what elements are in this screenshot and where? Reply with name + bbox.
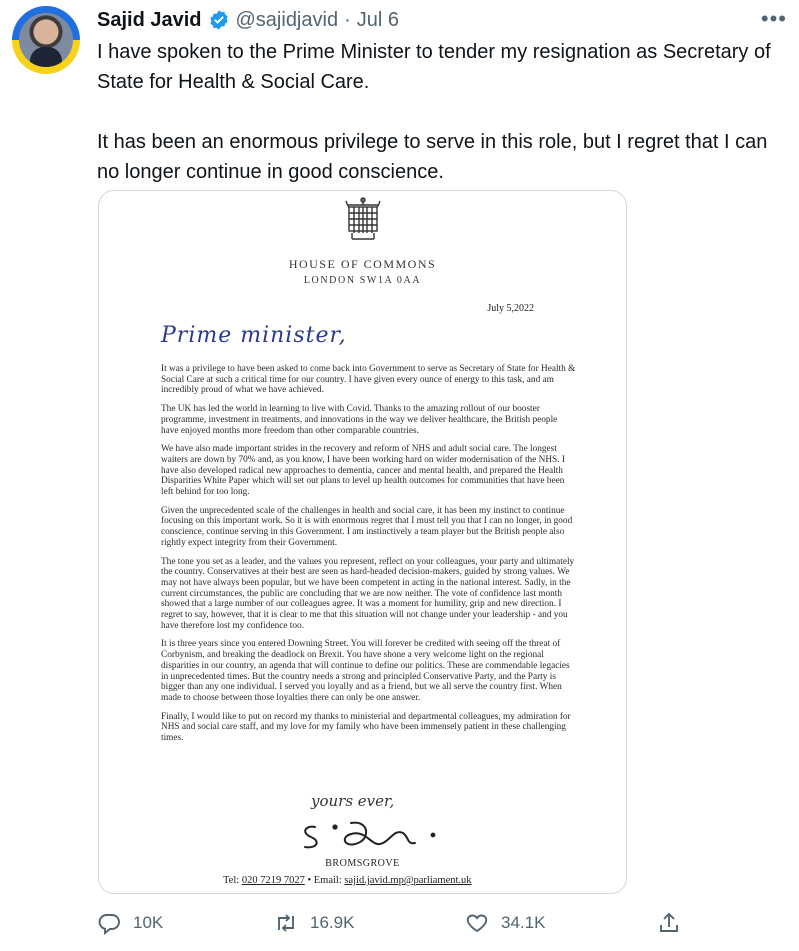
letter-signoff: yours ever,: [311, 792, 395, 810]
letter-salutation: Prime minister,: [161, 323, 347, 348]
letter-date: July 5,2022: [487, 303, 534, 314]
tweet-paragraph: I have spoken to the Prime Minister to tender my resignation as Secretary of State for Health & Social Care.: [97, 41, 771, 93]
letter-paragraph: Given the unprecedented scale of the challenges in health and social care, it has been my instinct to continue focusing on this important work. So it is with enormous regret that I must tell you that I can no longer, in good conscience, continue serving in this Government. I am instinctively a team player but the British people also rightly expect integrity from their Government.: [161, 505, 573, 548]
author-name[interactable]: Sajid Javid: [97, 8, 202, 31]
verified-badge-icon: [208, 9, 230, 31]
letter-image[interactable]: [98, 190, 627, 894]
author-handle[interactable]: @sajidjavid: [235, 8, 339, 31]
letter-paragraph: The tone you set as a leader, and the values you represent, reflect on your colleagues, your party and ultimately the country. Conservatives at their best are seen as hard-headed decision-makers, guided by strong values. We may not have always been popular, but we have been competent in acting in the national interest. Sadly, in the current circumstances, the public are concluding that we are now neither. The vote of confidence last month showed that a large number of our colleagues agree. It was a moment for humility, grip and new direction. I regret to say, however, that it is clear to me that this situation will not change under your leadership - and you have therefore lost my confidence too.: [161, 556, 575, 631]
letter-paragraph: It was a privilege to have been asked to come back into Government to serve as Secretary of State for Health & Social Care at such a critical time for our country. I have given every ounce of energy to this task, and am incredibly proud of what we have achieved.: [161, 364, 576, 396]
retweet-button[interactable]: [274, 911, 354, 935]
heart-icon: [465, 911, 489, 935]
like-count: 34.1K: [501, 913, 546, 932]
letter-paragraph: Finally, I would like to put on record my thanks to ministerial and departmental colleagues, my admiration for NHS and social care staff, and my love for my family who have been immensely patient in these challenging times.: [161, 711, 571, 744]
reply-count: 10K: [133, 913, 164, 932]
more-options-icon[interactable]: •••: [760, 6, 787, 31]
like-button[interactable]: [465, 911, 545, 935]
share-button[interactable]: [657, 911, 681, 935]
reply-icon: [97, 911, 121, 935]
retweet-icon: [274, 911, 298, 935]
tweet-paragraph: It has been an enormous privilege to serve in this role, but I regret that I can no longer continue in good conscience.: [97, 131, 768, 183]
letter-paragraph: We have also made important strides in the recovery and reform of NHS and adult social care. The longest waiters are down by 70% and, as you know, I have been working hard on wider modernisation of the NHS. I have also developed radical new approaches to dementia, cancer and mental health, and prepared the Health Disparities White Paper which will set out plans to level up health outcomes for communities that have been left behind for too long.: [161, 444, 565, 498]
tweet-header: [97, 6, 799, 34]
letter-body: [161, 364, 577, 752]
handwritten-signature: [295, 813, 455, 857]
letter-header-org: HOUSE OF COMMONS: [288, 257, 437, 271]
letter-paragraph: It is three years since you entered Downing Street. You will forever be credited with seeing off the threat of Corbynism, and breaking the deadlock on Brexit. You have shone a very welcome light on the regional disparities in our country, an agenda that will continue to define our politics. These are commendable legacies in unprecedented times. But the country needs a strong and principled Conservative Party, and the Party is bigger than any one individual. I served you loyally and as a friend, but we all serve the country first. When made to choose between those loyalties there can only be one answer.: [161, 639, 570, 703]
tweet-date[interactable]: Jul 6: [356, 8, 399, 31]
share-icon: [657, 911, 681, 935]
retweet-count: 16.9K: [310, 913, 355, 932]
reply-button[interactable]: [97, 911, 163, 935]
tel-number: 020 7219 7027: [241, 875, 305, 886]
letter-contact: [223, 875, 472, 886]
separator: ·: [344, 8, 351, 31]
tel-label: Tel:: [223, 875, 240, 886]
email-address: sajid.javid.mp@parliament.uk: [344, 875, 472, 886]
tweet-text: [97, 37, 797, 187]
portcullis-logo-icon: [342, 197, 384, 241]
avatar[interactable]: [12, 6, 80, 74]
letter-paragraph: The UK has led the world in learning to live with Covid. Thanks to the amazing rollout of our booster programme, investment in treatments, and innovations in the way we deliver healthcare, the British people have enjoyed months more freedom than other comparable countries.: [161, 404, 558, 436]
letter-constituency: BROMSGROVE: [325, 858, 400, 869]
letter-header-address: LONDON SW1A 0AA: [303, 275, 422, 286]
email-label: • Email:: [307, 875, 342, 886]
tweet-actions: [0, 905, 799, 945]
